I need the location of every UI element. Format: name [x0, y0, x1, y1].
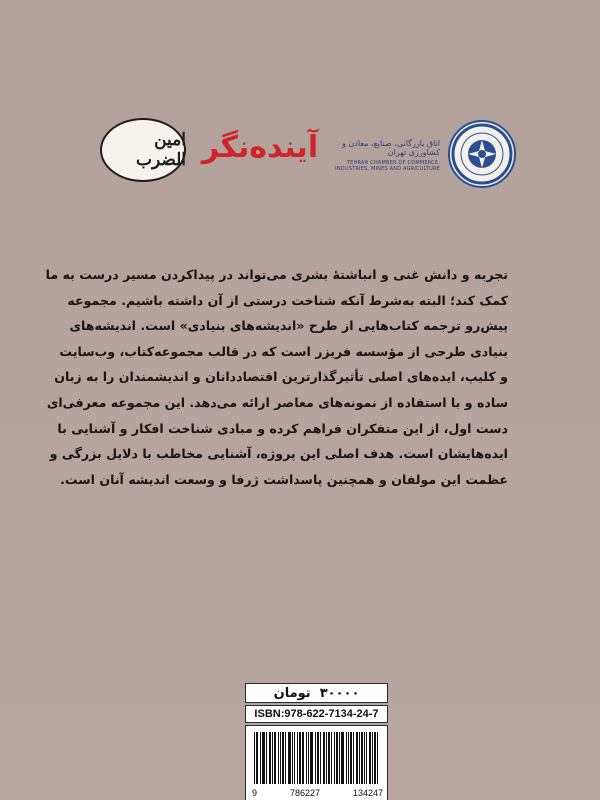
barcode-bar	[272, 732, 273, 784]
barcode-bar	[343, 732, 344, 784]
barcode-bar	[342, 732, 343, 784]
barcode-bar	[336, 732, 337, 784]
description-line: و کلیپ، ایده‌های اصلی تأثیرگذارترین اقتصاددانان و اندیشمندان را به زبان	[54, 369, 508, 385]
barcode-bar	[326, 732, 327, 784]
barcode-bar	[337, 732, 338, 784]
barcode-bar	[254, 732, 255, 784]
barcode-bar	[275, 732, 276, 784]
barcode-bar	[339, 732, 340, 784]
barcode-bar	[297, 732, 298, 784]
barcode-bar	[312, 732, 313, 784]
barcode-bars-icon	[246, 726, 387, 786]
barcode-bar	[320, 732, 321, 784]
barcode-bar	[377, 732, 378, 784]
barcode-bar	[357, 732, 358, 784]
barcode-bar	[300, 732, 301, 784]
description-line: ساده و با استفاده از نمونه‌های معاصر ارائه می‌دهد. این مجموعه معرفی‌ای	[46, 394, 508, 410]
barcode-bar	[263, 732, 264, 784]
barcode-bar	[289, 732, 290, 784]
barcode-bar	[283, 732, 284, 784]
chamber-name-fa: اتاق بازرگانی، صنایع، معادن و کشاورزی تهران	[342, 138, 440, 157]
barcode-bar	[324, 732, 325, 784]
barcode-bar	[299, 732, 300, 784]
description-line: پیش‌رو ترجمه کتاب‌هایی از طرح «اندیشه‌های بنیادی» است. اندیشه‌های	[69, 318, 508, 334]
barcode-bar	[285, 732, 286, 784]
barcode-bar	[328, 732, 329, 784]
description-line: تجربه و دانش غنی و انباشتهٔ بشری می‌تواند در پیداکردن مسیر درست به ما	[45, 267, 508, 282]
description-line: عظمت این مولفان و همچنین پاسداشت ژرفا و وسعت اندیشه آنان است.	[60, 471, 508, 487]
barcode-bar	[350, 732, 351, 784]
barcode-bar	[323, 732, 324, 784]
barcode-bar	[262, 732, 263, 784]
barcode-bar	[317, 732, 318, 784]
barcode-bar	[302, 732, 303, 784]
barcode-bar	[306, 732, 307, 784]
description-line: دست اول، از این متفکران فراهم کرده و مبادی شناخت افکار و آشنایی با	[57, 420, 508, 436]
barcode-bar	[269, 732, 270, 784]
description-line: کمک کند؛ البته به‌شرط آنکه شناخت درستی از آن داشته باشیم. مجموعه	[67, 292, 508, 308]
barcode-bar	[274, 732, 275, 784]
barcode-bar	[361, 732, 362, 784]
barcode-bar	[372, 732, 373, 784]
chamber-name-en-1: TEHRAN CHAMBER OF COMMERCE,	[346, 159, 440, 166]
chamber-seal-icon	[448, 120, 516, 188]
barcode-bar	[356, 732, 357, 784]
barcode-bar	[292, 732, 293, 784]
description-line: ایده‌هایشان است. هدف اصلی این پروژه، آشنایی مخاطب با دلایل بزرگی و	[49, 446, 508, 462]
barcode-bar	[334, 732, 335, 784]
barcode-bar	[256, 732, 257, 784]
barcode-bar	[331, 732, 332, 784]
barcode-digits	[246, 788, 389, 798]
barcode-bar	[315, 732, 316, 784]
barcode-bar	[375, 732, 376, 784]
price-currency: تومان	[273, 685, 311, 701]
barcode-bar	[311, 732, 312, 784]
barcode-bar	[374, 732, 375, 784]
barcode-group-1: 786227	[289, 788, 320, 798]
barcode-bar	[264, 732, 265, 784]
barcode-bar	[369, 732, 370, 784]
barcode-bar	[260, 732, 261, 784]
barcode-bar	[318, 732, 319, 784]
barcode-bar	[288, 732, 289, 784]
barcode-bar	[353, 732, 354, 784]
price-amount: ۳۰۰۰۰	[319, 685, 360, 701]
barcode-bar	[257, 732, 258, 784]
barcode-bar	[364, 732, 365, 784]
barcode-bar	[310, 732, 311, 784]
barcode-bar	[290, 732, 291, 784]
barcode-bar	[282, 732, 283, 784]
barcode-bar	[270, 732, 271, 784]
description-line: بنیادی طرحی از مؤسسه فریزر است که در قالب مجموعه‌کتاب، وب‌سایت	[59, 343, 508, 359]
amin-alzarb-logo	[100, 118, 186, 182]
barcode-bar	[346, 732, 347, 784]
barcode-bar	[308, 732, 309, 784]
barcode-bar	[266, 732, 267, 784]
barcode-bar	[278, 732, 279, 784]
barcode	[245, 725, 388, 800]
barcode-bar	[341, 732, 342, 784]
barcode-bar	[370, 732, 371, 784]
barcode-bar	[359, 732, 360, 784]
ayandenegar-logo: آینده‌نگر	[201, 130, 319, 165]
barcode-bar	[280, 732, 281, 784]
barcode-group-2: 134247	[352, 788, 383, 798]
amin-logo-text: امین الضرب	[135, 130, 186, 170]
barcode-bar	[303, 732, 304, 784]
barcode-first-digit: 9	[252, 788, 258, 798]
chamber-logo	[330, 130, 440, 180]
isbn-label: ISBN:978-622-7134-24-7	[245, 705, 388, 723]
barcode-bar	[366, 732, 367, 784]
barcode-bar	[348, 732, 349, 784]
barcode-bar	[362, 732, 363, 784]
price-box	[245, 683, 388, 703]
book-description	[45, 262, 508, 492]
barcode-bar	[294, 732, 295, 784]
barcode-bar	[329, 732, 330, 784]
barcode-bar	[351, 732, 352, 784]
chamber-name-en-2: INDUSTRIES, MINES AND AGRICULTURE	[335, 165, 440, 172]
